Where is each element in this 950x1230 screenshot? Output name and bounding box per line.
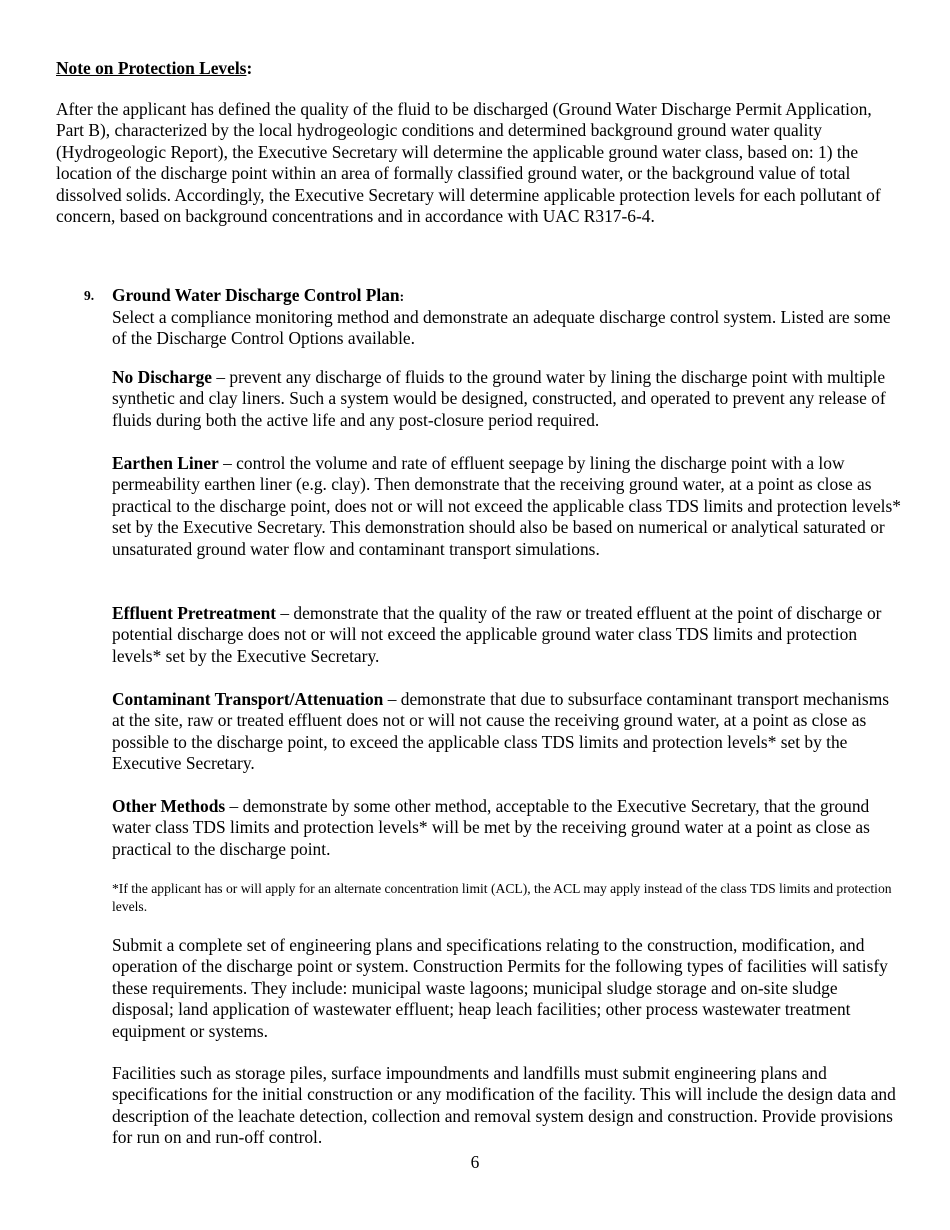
option-term: Earthen Liner (112, 453, 219, 473)
section-intro: Select a compliance monitoring method and demonstrate an adequate discharge control system. Listed are some of the Discharge Control Options available. (112, 307, 891, 349)
option-text: – demonstrate that the quality of the raw or treated effluent at the point of discharge or potential discharge does not or will not exceed the applicable ground water class TDS limits and protection levels* set by the Executive Secretary. (112, 603, 882, 666)
option-term: No Discharge (112, 367, 212, 387)
option-term: Effluent Pretreatment (112, 603, 277, 623)
note-heading-colon: : (246, 58, 253, 78)
option-term: Other Methods (112, 796, 226, 816)
facilities-paragraph: Facilities such as storage piles, surface impoundments and landfills must submit engineering plans and specifications for the initial construction or any modification of the facility. This will include the design data and description of the leachate detection, collection and removal system design and construction. Provide provisions for run on and run-off control. (112, 1063, 896, 1148)
option-text: – demonstrate by some other method, acceptable to the Executive Secretary, that the ground water class TDS limits and protection levels* will be met by the receiving ground water at a point as close as practical to the discharge point. (112, 796, 870, 859)
note-heading-text: Note on Protection Levels (56, 58, 247, 78)
section-title-text: Ground Water Discharge Control Plan (112, 285, 400, 305)
option-contaminant-transport (112, 689, 902, 775)
option-text: – prevent any discharge of fluids to the ground water by lining the discharge point with multiple synthetic and clay liners. Such a system would be designed, constructed, and operated to prevent any release of fluids during both the active life and any post-closure period required. (112, 367, 886, 430)
option-text: – demonstrate that due to subsurface contaminant transport mechanisms at the site, raw or treated effluent does not or will not cause the receiving ground water, at a point as close as possible to the discharge point, to exceed the applicable class TDS limits and protection levels* set by the Executive Secretary. (112, 689, 889, 774)
page-number: 6 (470, 1152, 480, 1172)
option-effluent-pretreatment (112, 603, 902, 667)
option-no-discharge (112, 367, 902, 431)
footnote: *If the applicant has or will apply for an alternate concentration limit (ACL), the ACL may apply instead of the class TDS limits and protection levels. (112, 881, 892, 914)
option-term: Contaminant Transport/Attenuation (112, 689, 384, 709)
option-text: – control the volume and rate of effluent seepage by lining the discharge point with a low permeability earthen liner (e.g. clay). Then demonstrate that the receiving ground water, at a point as close as practical to the discharge point, does not or will not exceed the applicable class TDS limits and protection levels* set by the Executive Secretary. This demonstration should also be based on numerical or analytical saturated or unsaturated ground water flow and contaminant transport simulations. (112, 453, 901, 559)
section-title-colon: : (399, 289, 405, 304)
note-paragraph: After the applicant has defined the quality of the fluid to be discharged (Ground Water Discharge Permit Application, Part B), characterized by the local hydrogeologic conditions and determined background ground water quality (Hydrogeologic Report), the Executive Secretary will determine the applicable ground water class, based on: 1) the location of the discharge point within an area of formally classified ground water, or the background value of total dissolved solids. Accordingly, the Executive Secretary will determine applicable protection levels for each pollutant of concern, based on background concentrations and in accordance with UAC R317-6-4. (56, 99, 881, 227)
section-title (112, 285, 404, 307)
section-number: 9. (84, 288, 95, 303)
note-heading (56, 58, 252, 79)
submit-paragraph: Submit a complete set of engineering plans and specifications relating to the construction, modification, and operation of the discharge point or system. Construction Permits for the following types of facilities will satisfy these requirements. They include: municipal waste lagoons; municipal sludge storage and on-site sludge disposal; land application of wastewater effluent; heap leach facilities; other process wastewater treatment equipment or systems. (112, 935, 888, 1041)
option-other-methods (112, 796, 902, 860)
option-earthen-liner (112, 453, 902, 560)
